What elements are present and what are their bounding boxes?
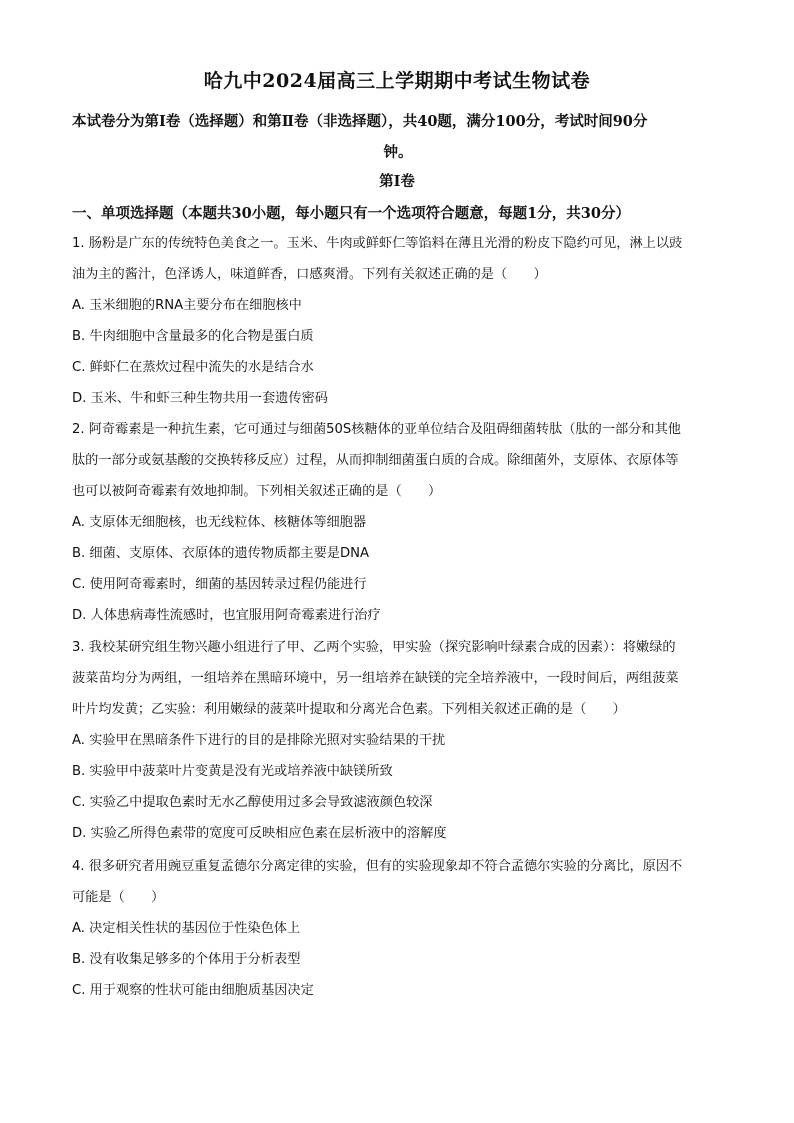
- question-option-c: C. 实验乙中提取色素时无水乙醇使用过多会导致滤液颜色较深: [72, 795, 433, 810]
- question-option-c: C. 使用阿奇霉素时，细菌的基因转录过程仍能进行: [72, 577, 367, 592]
- question-stem-line: 菠菜苗均分为两组，一组培养在黑暗环境中，另一组培养在缺镁的完全培养液中，一段时间后，两组菠菜: [72, 671, 679, 686]
- question-stem-line: 肽的一部分或氨基酸的交换转移反应）过程，从而抑制细菌蛋白质的合成。除细菌外，支原体、衣原体等: [72, 453, 679, 468]
- question-stem-line: 也可以被阿奇霉素有效地抑制。下列相关叙述正确的是（ ）: [72, 484, 442, 499]
- instructions-line-1: 本试卷分为第Ⅰ卷（选择题）和第Ⅱ卷（非选择题），共40题，满分100分，考试时间90分: [72, 113, 648, 130]
- question-2: [72, 414, 724, 631]
- question-3: [72, 632, 724, 849]
- question-option-d: D. 实验乙所得色素带的宽度可反映相应色素在层析液中的溶解度: [72, 826, 447, 841]
- question-option-d: D. 玉米、牛和虾三种生物共用一套遗传密码: [72, 391, 328, 406]
- question-stem-line: 3. 我校某研究组生物兴趣小组进行了甲、乙两个实验，甲实验（探究影响叶绿素合成的因素）：将嫩绿的: [72, 640, 676, 655]
- question-option-d: D. 人体患病毒性流感时，也宜服用阿奇霉素进行治疗: [72, 608, 381, 623]
- exam-instructions: [72, 106, 724, 169]
- exam-title: 哈九中2024届高三上学期期中考试生物试卷: [203, 70, 591, 92]
- question-option-c: C. 用于观察的性状可能由细胞质基因决定: [72, 983, 314, 998]
- question-4: [72, 851, 724, 1006]
- part-heading: 第Ⅰ卷: [379, 173, 415, 190]
- instructions-line-2: 钟。: [383, 144, 413, 161]
- question-option-b: B. 实验甲中菠菜叶片变黄是没有光或培养液中缺镁所致: [72, 764, 393, 779]
- question-stem-line: 油为主的酱汁，色泽诱人，味道鲜香，口感爽滑。下列有关叙述正确的是（ ）: [72, 267, 547, 282]
- question-stem-line: 可能是（ ）: [72, 890, 165, 905]
- question-option-a: A. 玉米细胞的RNA主要分布在细胞核中: [72, 298, 302, 313]
- question-option-b: B. 没有收集足够多的个体用于分析表型: [72, 952, 301, 967]
- question-option-a: A. 实验甲在黑暗条件下进行的目的是排除光照对实验结果的干扰: [72, 733, 446, 748]
- question-option-b: B. 细菌、支原体、衣原体的遗传物质都主要是DNA: [72, 546, 370, 561]
- section-heading: 一、单项选择题（本题共30小题，每小题只有一个选项符合题意，每题1分，共30分）: [72, 205, 630, 222]
- question-stem-line: 1. 肠粉是广东的传统特色美食之一。玉米、牛肉或鲜虾仁等馅料在薄且光滑的粉皮下隐约可见，淋上以豉: [72, 236, 683, 251]
- question-stem-line: 2. 阿奇霉素是一种抗生素，它可通过与细菌50S核糖体的亚单位结合及阻碍细菌转肽（肽的一部分和其他: [72, 422, 681, 437]
- question-option-b: B. 牛肉细胞中含量最多的化合物是蛋白质: [72, 329, 314, 344]
- question-stem-line: 4. 很多研究者用豌豆重复孟德尔分离定律的实验，但有的实验现象却不符合孟德尔实验的分离比，原因不: [72, 859, 683, 874]
- question-option-c: C. 鲜虾仁在蒸炊过程中流失的水是结合水: [72, 360, 314, 375]
- question-1: [72, 228, 724, 414]
- question-option-a: A. 决定相关性状的基因位于性染色体上: [72, 921, 301, 936]
- question-option-a: A. 支原体无细胞核，也无线粒体、核糖体等细胞器: [72, 515, 367, 530]
- question-stem-line: 叶片均发黄；乙实验：利用嫩绿的菠菜叶提取和分离光合色素。下列相关叙述正确的是（ ）: [72, 702, 626, 717]
